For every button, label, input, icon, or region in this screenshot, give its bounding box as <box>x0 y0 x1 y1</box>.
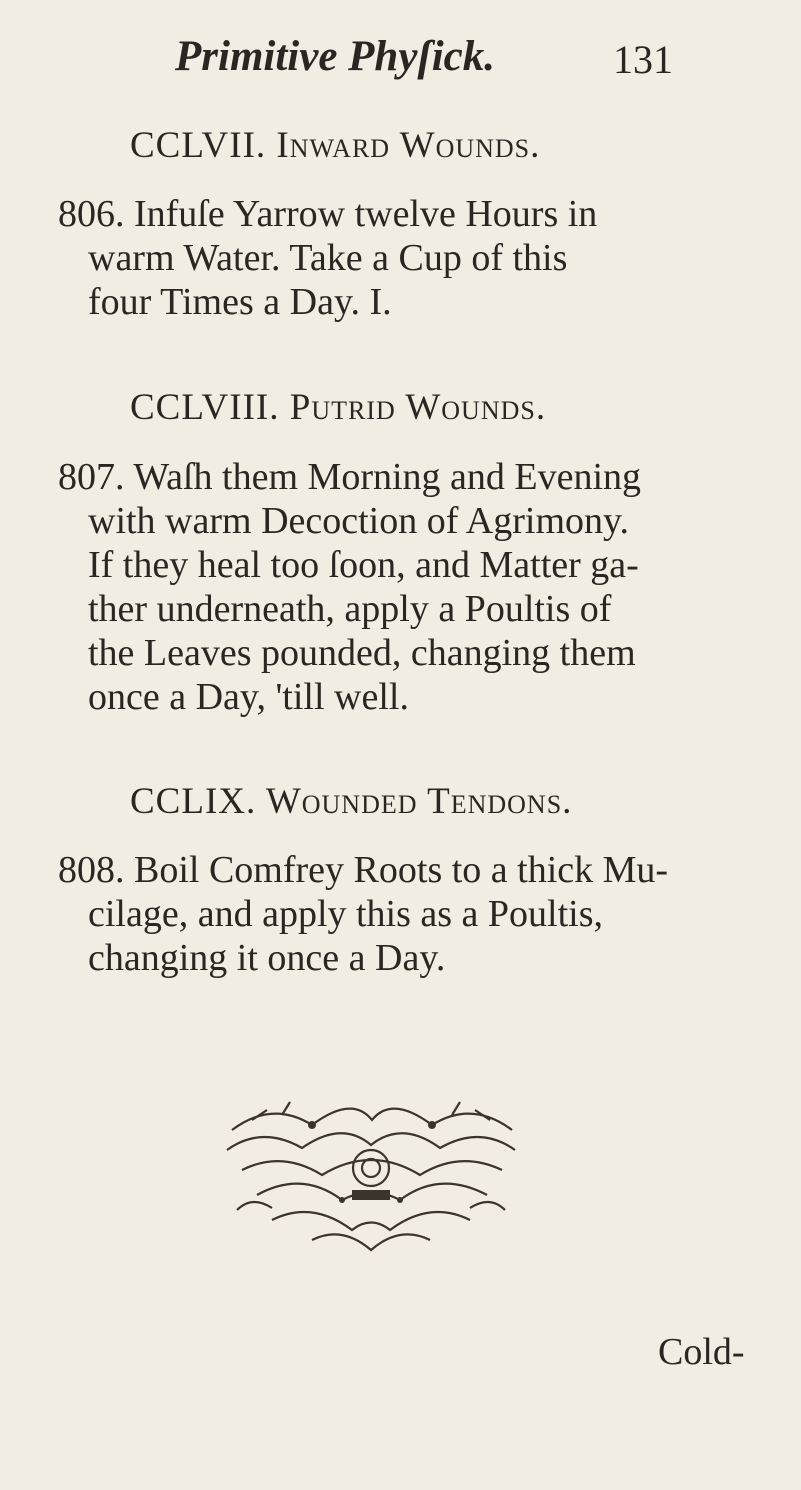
section-heading-putrid-wounds: CCLVIII. Putrid Wounds. <box>130 387 547 428</box>
paragraph-line: 807. Waſh them Morning and Evening <box>58 456 642 498</box>
paragraph-line: cilage, and apply this as a Poultis, <box>88 893 604 935</box>
paragraph-line: with warm Decoction of Agrimony. <box>88 500 630 542</box>
paragraph-line: 806. Infuſe Yarrow twelve Hours in <box>58 193 598 235</box>
paragraph-line: warm Water. Take a Cup of this <box>88 237 568 279</box>
paragraph-line: ther underneath, apply a Poultis of <box>88 588 612 630</box>
paragraph-line: the Leaves pounded, changing them <box>88 632 636 674</box>
page-number: 131 <box>613 37 673 82</box>
section-heading-inward-wounds: CCLVII. Inward Wounds. <box>130 125 541 166</box>
paragraph-line: once a Day, 'till well. <box>88 676 409 718</box>
tailpiece-ornament <box>212 1090 530 1258</box>
paragraph-807 <box>58 455 758 719</box>
catchword: Cold- <box>658 1331 745 1373</box>
paragraph-806 <box>58 192 758 324</box>
paragraph-line: four Times a Day. I. <box>88 281 392 323</box>
paragraph-line: changing it once a Day. <box>88 937 446 979</box>
section-heading-wounded-tendons: CCLIX. Wounded Tendons. <box>130 781 573 822</box>
paragraph-line: 808. Boil Comfrey Roots to a thick Mu- <box>58 849 669 891</box>
paragraph-808 <box>58 848 758 980</box>
running-head: Primitive Phyſick. <box>175 33 496 80</box>
paragraph-line: If they heal too ſoon, and Matter ga- <box>88 544 639 586</box>
